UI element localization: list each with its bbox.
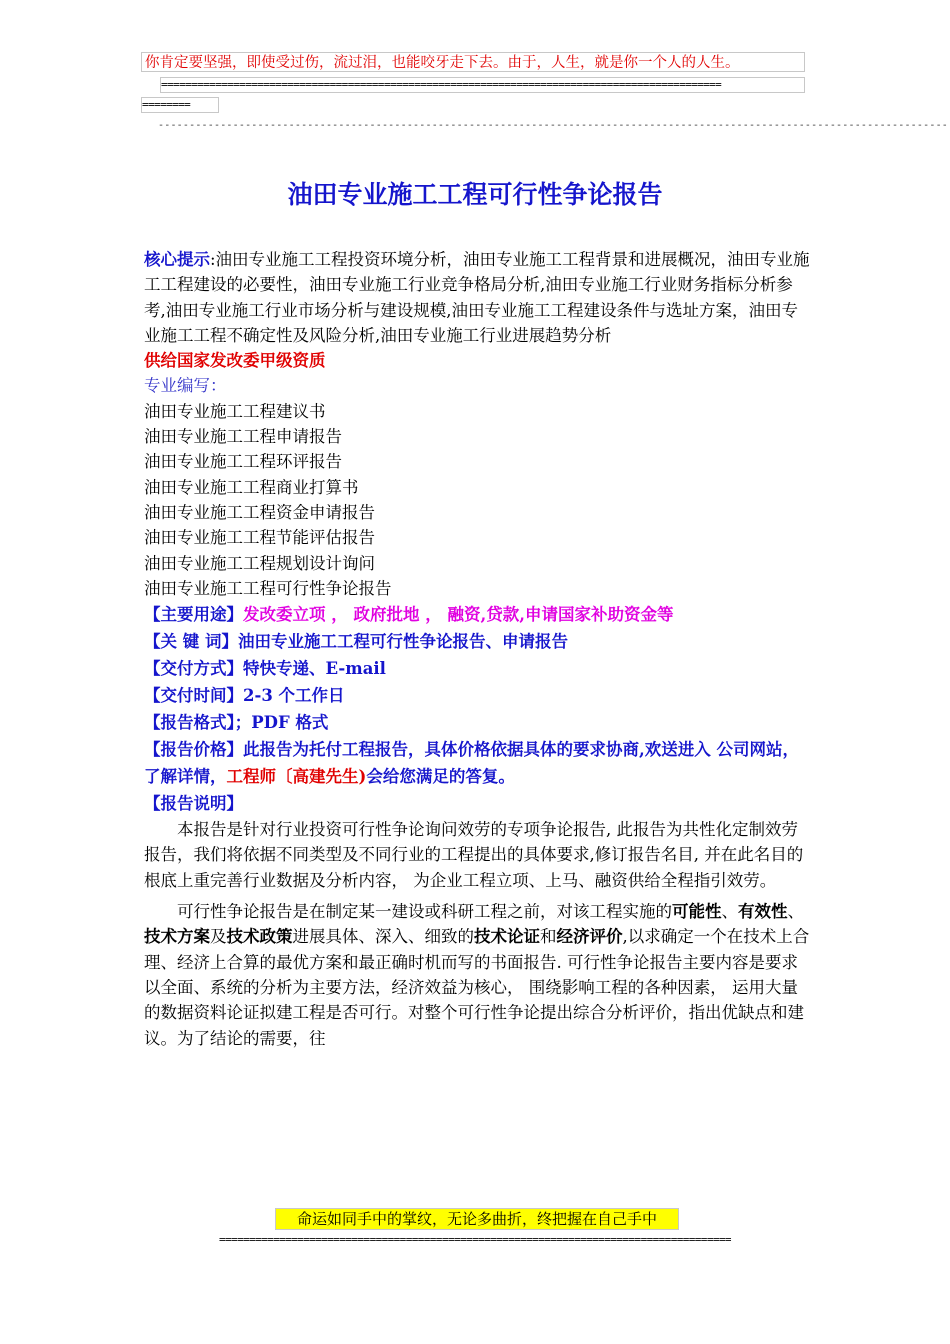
time-value: 2-3 个工作日 xyxy=(243,686,345,706)
list-item: 油田专业施工工程节能评估报告 xyxy=(144,528,375,548)
list-item: 油田专业施工工程可行性争论报告 xyxy=(144,578,392,598)
list-item: 油田专业施工工程资金申请报告 xyxy=(144,502,375,522)
footer-quote: 命运如同手中的掌纹，无论多曲折，终把握在自己手中 xyxy=(275,1208,679,1230)
para-text: 、 xyxy=(721,902,738,922)
header-dashed-divider: ------------------------------------------------------------------------------------------------------------------------------- xyxy=(158,120,949,131)
list-item: 油田专业施工工程建议书 xyxy=(144,401,326,421)
delivery-time xyxy=(144,682,814,709)
page-title: 油田专业施工工程可行性争论报告 xyxy=(287,180,663,209)
list-item: 油田专业施工工程商业打算书 xyxy=(144,477,359,497)
bold-term: 有效性 xyxy=(738,902,788,922)
price-text-end: 会给您满足的答复。 xyxy=(366,767,515,787)
list-item: 油田专业施工工程规划设计询问 xyxy=(144,553,375,573)
para-text: 、 xyxy=(787,902,804,922)
delivery-label: 【交付方式】 xyxy=(144,659,243,679)
para-text: 及 xyxy=(210,927,227,947)
core-text: :油田专业施工工程投资环境分析，油田专业施工工程背景和进展概况，油田专业施工工程建设的必要性，油田专业施工行业竞争格局分析,油田专业施工行业财务指标分析参考,油田专业施工行业市场分析与建设规模,油田专业施工工程建设条件与选址方案，油田专业施工工程不确定性及风险分析,油田专业施工行业进展趋势分析 xyxy=(144,250,810,345)
para-text: ,以求确定一个在技术上合理、经济上合算的最优方案和最正确时机而写的书面报告. 可行性争论报告主要内容是要求以全面、系统的分析为主要方法，经济效益为核心， 围绕影响工程的各种因素， 运用大量的数据资料论证拟建工程是否可行。对整个可行性争论提出综合分析评价，指出优缺点和建议。为了结论的需要，往 xyxy=(144,927,810,1048)
para-text: 可行性争论报告是在制定某一建设或科研工程之前，对该工程实施的 xyxy=(177,902,672,922)
document-body xyxy=(144,247,814,1051)
description-paragraph: 本报告是针对行业投资可行性争论询问效劳的专项争论报告, 此报告为共性化定制效劳报告，我们将依据不同类型及不同行业的工程提出的具体要求,修订报告名目, 并在此名目的根底上重完善行业数据及分析内容， 为企业工程立项、上马、融资供给全程指引效劳。 xyxy=(144,820,804,890)
main-use xyxy=(144,601,814,628)
keywords-label: 【关 键 词】 xyxy=(144,632,238,652)
para-text: 进展具体、深入、细致的 xyxy=(292,927,474,947)
bold-term: 技术方案 xyxy=(144,927,210,947)
header-equals-line-short: ======== xyxy=(141,97,219,113)
price-label: 【报告价格】 xyxy=(144,740,243,760)
core-label: 核心提示 xyxy=(144,250,210,269)
report-price xyxy=(144,736,814,790)
list-item: 油田专业施工工程环评报告 xyxy=(144,452,342,472)
para-text: 和 xyxy=(540,927,557,947)
keywords-value: 油田专业施工工程可行性争论报告、申请报告 xyxy=(238,632,568,652)
header-equals-line: ============================================================================================= xyxy=(160,77,805,93)
price-text: 此报告为托付工程报告，具体价格依据具体的要求协商,欢送进入 公司网站，了解详情， xyxy=(144,740,799,787)
bold-term: 技术政策 xyxy=(226,927,293,947)
bold-term: 可能性 xyxy=(672,902,722,922)
keywords xyxy=(144,628,814,655)
list-item: 油田专业施工工程申请报告 xyxy=(144,427,342,447)
time-label: 【交付时间】 xyxy=(144,686,243,706)
main-use-value: 发改委立项 ， 政府批地 ， 融资,贷款,申请国家补助资金等 xyxy=(243,605,674,625)
feasibility-paragraph xyxy=(144,899,814,1051)
format-value: ；PDF 格式 xyxy=(234,713,329,733)
bold-term: 技术论证 xyxy=(474,927,540,947)
qualification: 供给国家发改委甲级资质 xyxy=(144,351,326,371)
footer-equals-line: ===================================================================================== xyxy=(219,1233,731,1246)
format-label: 【报告格式】 xyxy=(144,713,235,733)
delivery-method xyxy=(144,655,814,682)
delivery-value: 特快专递、E-mail xyxy=(243,659,386,679)
main-use-label: 【主要用途】 xyxy=(144,605,243,625)
professional-label: 专业编写： xyxy=(144,376,227,396)
engineer-name: 工程师〔高建先生) xyxy=(226,767,367,787)
report-description-label: 【报告说明】 xyxy=(144,794,243,814)
report-format xyxy=(144,709,814,736)
core-summary xyxy=(144,247,814,348)
header-quote: 你肯定要坚强，即使受过伤，流过泪，也能咬牙走下去。由于，人生，就是你一个人的人生。 xyxy=(141,52,805,72)
bold-term: 经济评价 xyxy=(556,927,623,947)
